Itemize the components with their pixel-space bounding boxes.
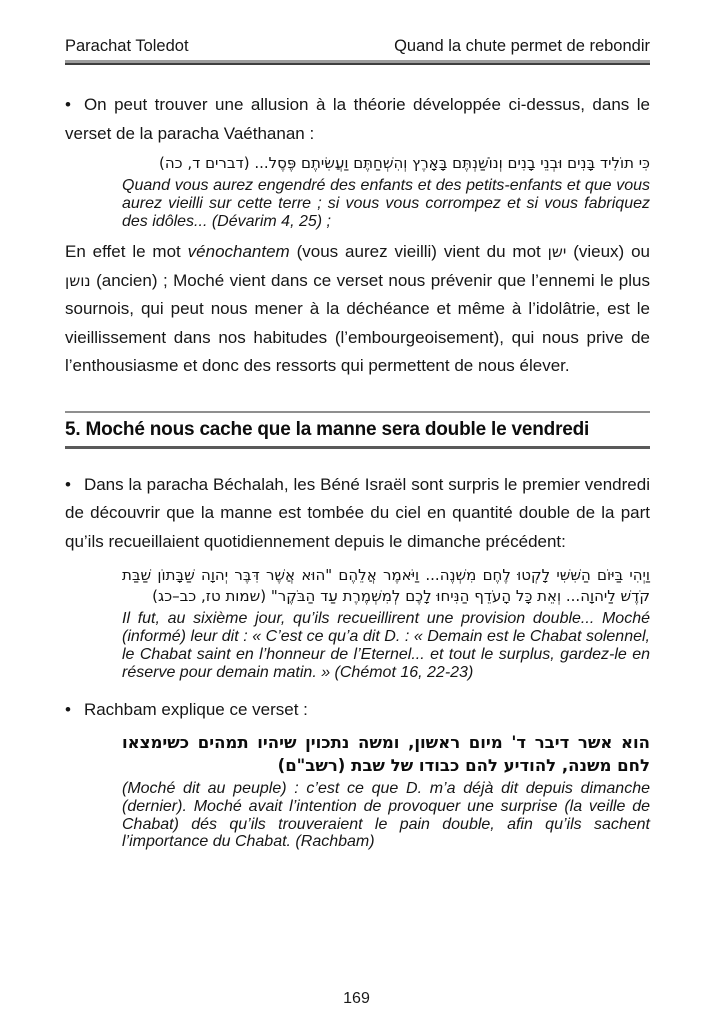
bullet-marker: • — [65, 699, 71, 719]
bullet-marker: • — [65, 95, 71, 114]
intro-text: On peut trouver une allusion à la théorie développée ci-dessus, dans le verset de la paracha Vaéthanan : — [65, 95, 650, 143]
hebrew-quote-devarim: כִּי תוֹלִיד בָּנִים וּבְנֵי בָנִים וְנוֹשַׁנְתֶּם בָּאָרֶץ וְהִשְׁחַתֶּם וַעֲשִׂיתֶם פֶּסֶל... (דברים ד, כה) — [159, 154, 650, 172]
hebrew-quote-rachbam: הוא אשר דיבר ד' מיום ראשון, ומשה נתכוין שיהיו תמהים כשימצאו לחם משנה, להודיע להם כבודו של שבת (רשב"ם) — [122, 733, 650, 776]
bullet-paragraph-bechalah — [65, 471, 650, 557]
bechalah-text: Dans la paracha Béchalah, les Béné Israël sont surpris le premier vendredi de découvrir que la manne est tombée du ciel en quantité double de la part qu’ils recueillaient quotidiennement depuis le dimanche précédent: — [65, 474, 650, 551]
commentary-part4: (ancien) ; Moché vient dans ce verset nous prévenir que l’ennemi le plus sournois, qui peut nous mener à la déchéance et même à l’idolâtrie, est le vieillissement dans nos habitudes (l’embourgeoisement), qui nous prive de l’enthousiasme et donc des ressorts qui permettent de nous élever. — [65, 270, 650, 376]
hebrew-word-nochan: נושן — [65, 271, 91, 290]
italic-word-venochantem: vénochantem — [187, 242, 290, 262]
page-number: 169 — [343, 990, 370, 1007]
commentary-part3: (vieux) ou — [566, 242, 650, 262]
header-parasha-title: Parachat Toledot — [65, 37, 189, 55]
rachbam-intro-text: Rachbam explique ce verset : — [83, 699, 308, 719]
bullet-paragraph-rachbam — [65, 696, 650, 725]
header-chapter-title: Quand la chute permet de rebondir — [394, 37, 650, 55]
section-heading: 5. Moché nous cache que la manne sera double le vendredi — [65, 418, 590, 440]
header-rule-dark — [65, 63, 650, 65]
commentary-part1: En effet le mot — [65, 242, 188, 262]
page-header — [65, 36, 650, 56]
translation-rachbam: (Moché dit au peuple) : c’est ce que D. m’a déjà dit depuis dimanche (dernier). Moché avait l’intention de provoquer une surprise (la veille de Chabat) dés qu’ils trouveraient le pain double, afin qu’ils sachent l’importance du Chabat. (Rachbam) — [122, 780, 650, 851]
hebrew-word-yachan: ישן — [547, 243, 567, 262]
bullet-marker: • — [65, 474, 71, 494]
bullet-paragraph-intro — [65, 91, 650, 148]
commentary-paragraph — [65, 238, 650, 381]
section-heading-block — [65, 411, 650, 449]
translation-chemot: Il fut, au sixième jour, qu’ils recueillirent une provision double... Moché (informé) leur dit : « C’est ce qu’a dit D. : « Demain est le Chabat solennel, le Chabat saint en l’honneur de l’Eternel... et tout le surplus, gardez-le en réserve pour demain matin. » (Chémot 16, 22-23) — [122, 610, 650, 681]
commentary-part2: (vous aurez vieilli) vient du mot — [289, 242, 548, 262]
translation-devarim: Quand vous aurez engendré des enfants et des petits-enfants et que vous aurez vieilli sur cette terre ; si vous vous corrompez et si vous fabriquez des idôles... (Dévarim 4, 25) ; — [122, 177, 650, 230]
hebrew-quote-chemot: וַיְהִי בַּיּוֹם הַשִּׁשִּׁי לָקְטוּ לֶחֶם מִשְׁנֶה... וַיֹּאמֶר אֲלֵהֶם "הוּא אֲשֶׁר דִּבֶּר יְהוָה שַׁבָּתוֹן שַׁבַּת קֹדֶשׁ לַיהוָה... וְאֵת כָּל הָעֹדֵף הַנִּיחוּ לָכֶם לְמִשְׁמֶרֶת עַד הַבֹּקֶר" (שמות טז, כב–כג) — [122, 566, 650, 606]
